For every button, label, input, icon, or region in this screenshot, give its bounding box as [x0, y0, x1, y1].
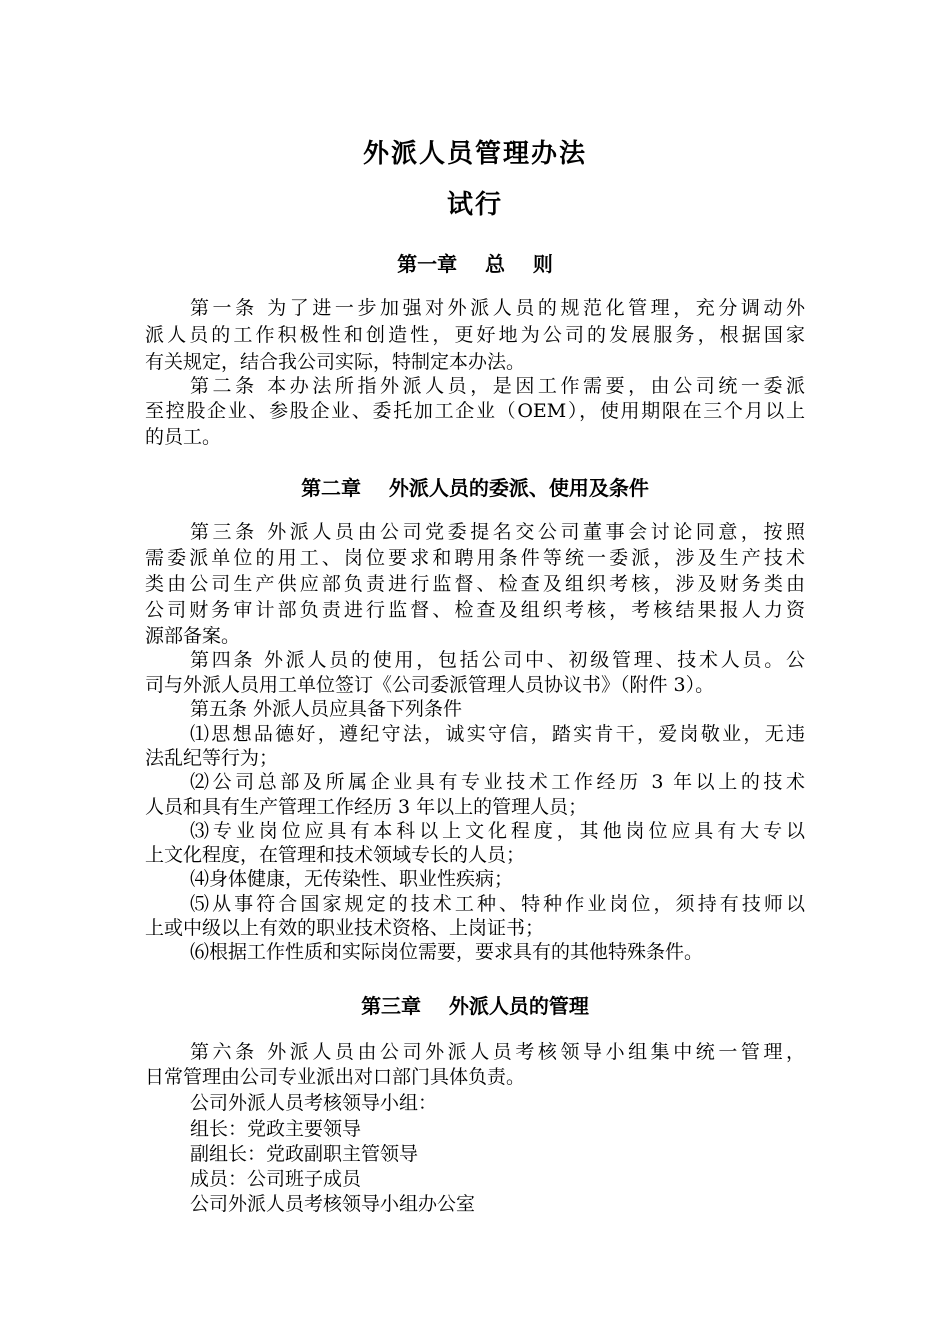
leadership-group-title: 公司外派人员考核领导小组：	[190, 1092, 438, 1114]
condition-6-line-1: ⑹根据工作性质和实际岗位需要，要求具有的其他特殊条件。	[190, 941, 704, 963]
article-3-line-3: 类由公司生产供应部负责进行监督、检查及组织考核，涉及财务类由	[145, 573, 805, 595]
article-3-line-4: 公司财务审计部负责进行监督、检查及组织考核，考核结果报人力资	[145, 599, 805, 621]
article-2-line-2: 至控股企业、参股企业、委托加工企业（OEM），使用期限在三个月以上	[145, 400, 805, 422]
article-3-line-2: 需委派单位的用工、岗位要求和聘用条件等统一委派，涉及生产技术	[145, 547, 805, 569]
condition-2-line-1: ⑵公司总部及所属企业具有专业技术工作经历 3 年以上的技术	[190, 771, 805, 793]
chapter-3-heading: 第三章 外派人员的管理	[361, 994, 589, 1018]
condition-2-line-2: 人员和具有生产管理工作经历 3 年以上的管理人员；	[145, 796, 588, 818]
article-2-line-1: 第二条 本办法所指外派人员，是因工作需要，由公司统一委派	[190, 375, 805, 397]
condition-1-line-1: ⑴思想品德好，遵纪守法，诚实守信，踏实肯干，爱岗敬业，无违	[190, 723, 805, 745]
article-3-line-1: 第三条 外派人员由公司党委提名交公司董事会讨论同意，按照	[190, 521, 805, 543]
condition-1-line-2: 法乱纪等行为；	[145, 747, 279, 769]
article-5-line-1: 第五条 外派人员应具备下列条件	[190, 698, 463, 720]
condition-3-line-1: ⑶专业岗位应具有本科以上文化程度，其他岗位应具有大专以	[190, 820, 805, 842]
article-1-line-3: 有关规定，结合我公司实际，特制定本办法。	[145, 351, 526, 373]
chapter-1-heading: 第一章 总 则	[397, 252, 553, 276]
condition-4-line-1: ⑷身体健康，无传染性、职业性疾病；	[190, 868, 514, 890]
deputy-leader-line: 副组长：党政副职主管领导	[190, 1143, 419, 1165]
group-leader-line: 组长：党政主要领导	[190, 1118, 362, 1140]
condition-5-line-1: ⑸从事符合国家规定的技术工种、特种作业岗位，须持有技师以	[190, 893, 805, 915]
members-line: 成员：公司班子成员	[190, 1168, 362, 1190]
condition-5-line-2: 上或中级以上有效的职业技术资格、上岗证书；	[145, 917, 545, 939]
condition-3-line-2: 上文化程度，在管理和技术领域专长的人员；	[145, 844, 526, 866]
group-office-line: 公司外派人员考核领导小组办公室	[190, 1193, 476, 1215]
document-subtitle: 试行	[446, 190, 503, 220]
article-3-line-5: 源部备案。	[145, 625, 241, 647]
chapter-2-heading: 第二章 外派人员的委派、使用及条件	[301, 476, 649, 500]
document-title: 外派人员管理办法	[362, 139, 587, 169]
article-2-line-3: 的员工。	[145, 426, 222, 448]
article-6-line-1: 第六条 外派人员由公司外派人员考核领导小组集中统一管理，	[190, 1041, 805, 1063]
article-6-line-2: 日常管理由公司专业派出对口部门具体负责。	[145, 1066, 526, 1088]
article-4-line-1: 第四条 外派人员的使用，包括公司中、初级管理、技术人员。公	[190, 649, 805, 671]
article-1-line-1: 第一条 为了进一步加强对外派人员的规范化管理，充分调动外	[190, 297, 805, 319]
article-1-line-2: 派人员的工作积极性和创造性，更好地为公司的发展服务，根据国家	[145, 324, 805, 346]
article-4-line-2: 司与外派人员用工单位签订《公司委派管理人员协议书》（附件 3）。	[145, 674, 715, 696]
